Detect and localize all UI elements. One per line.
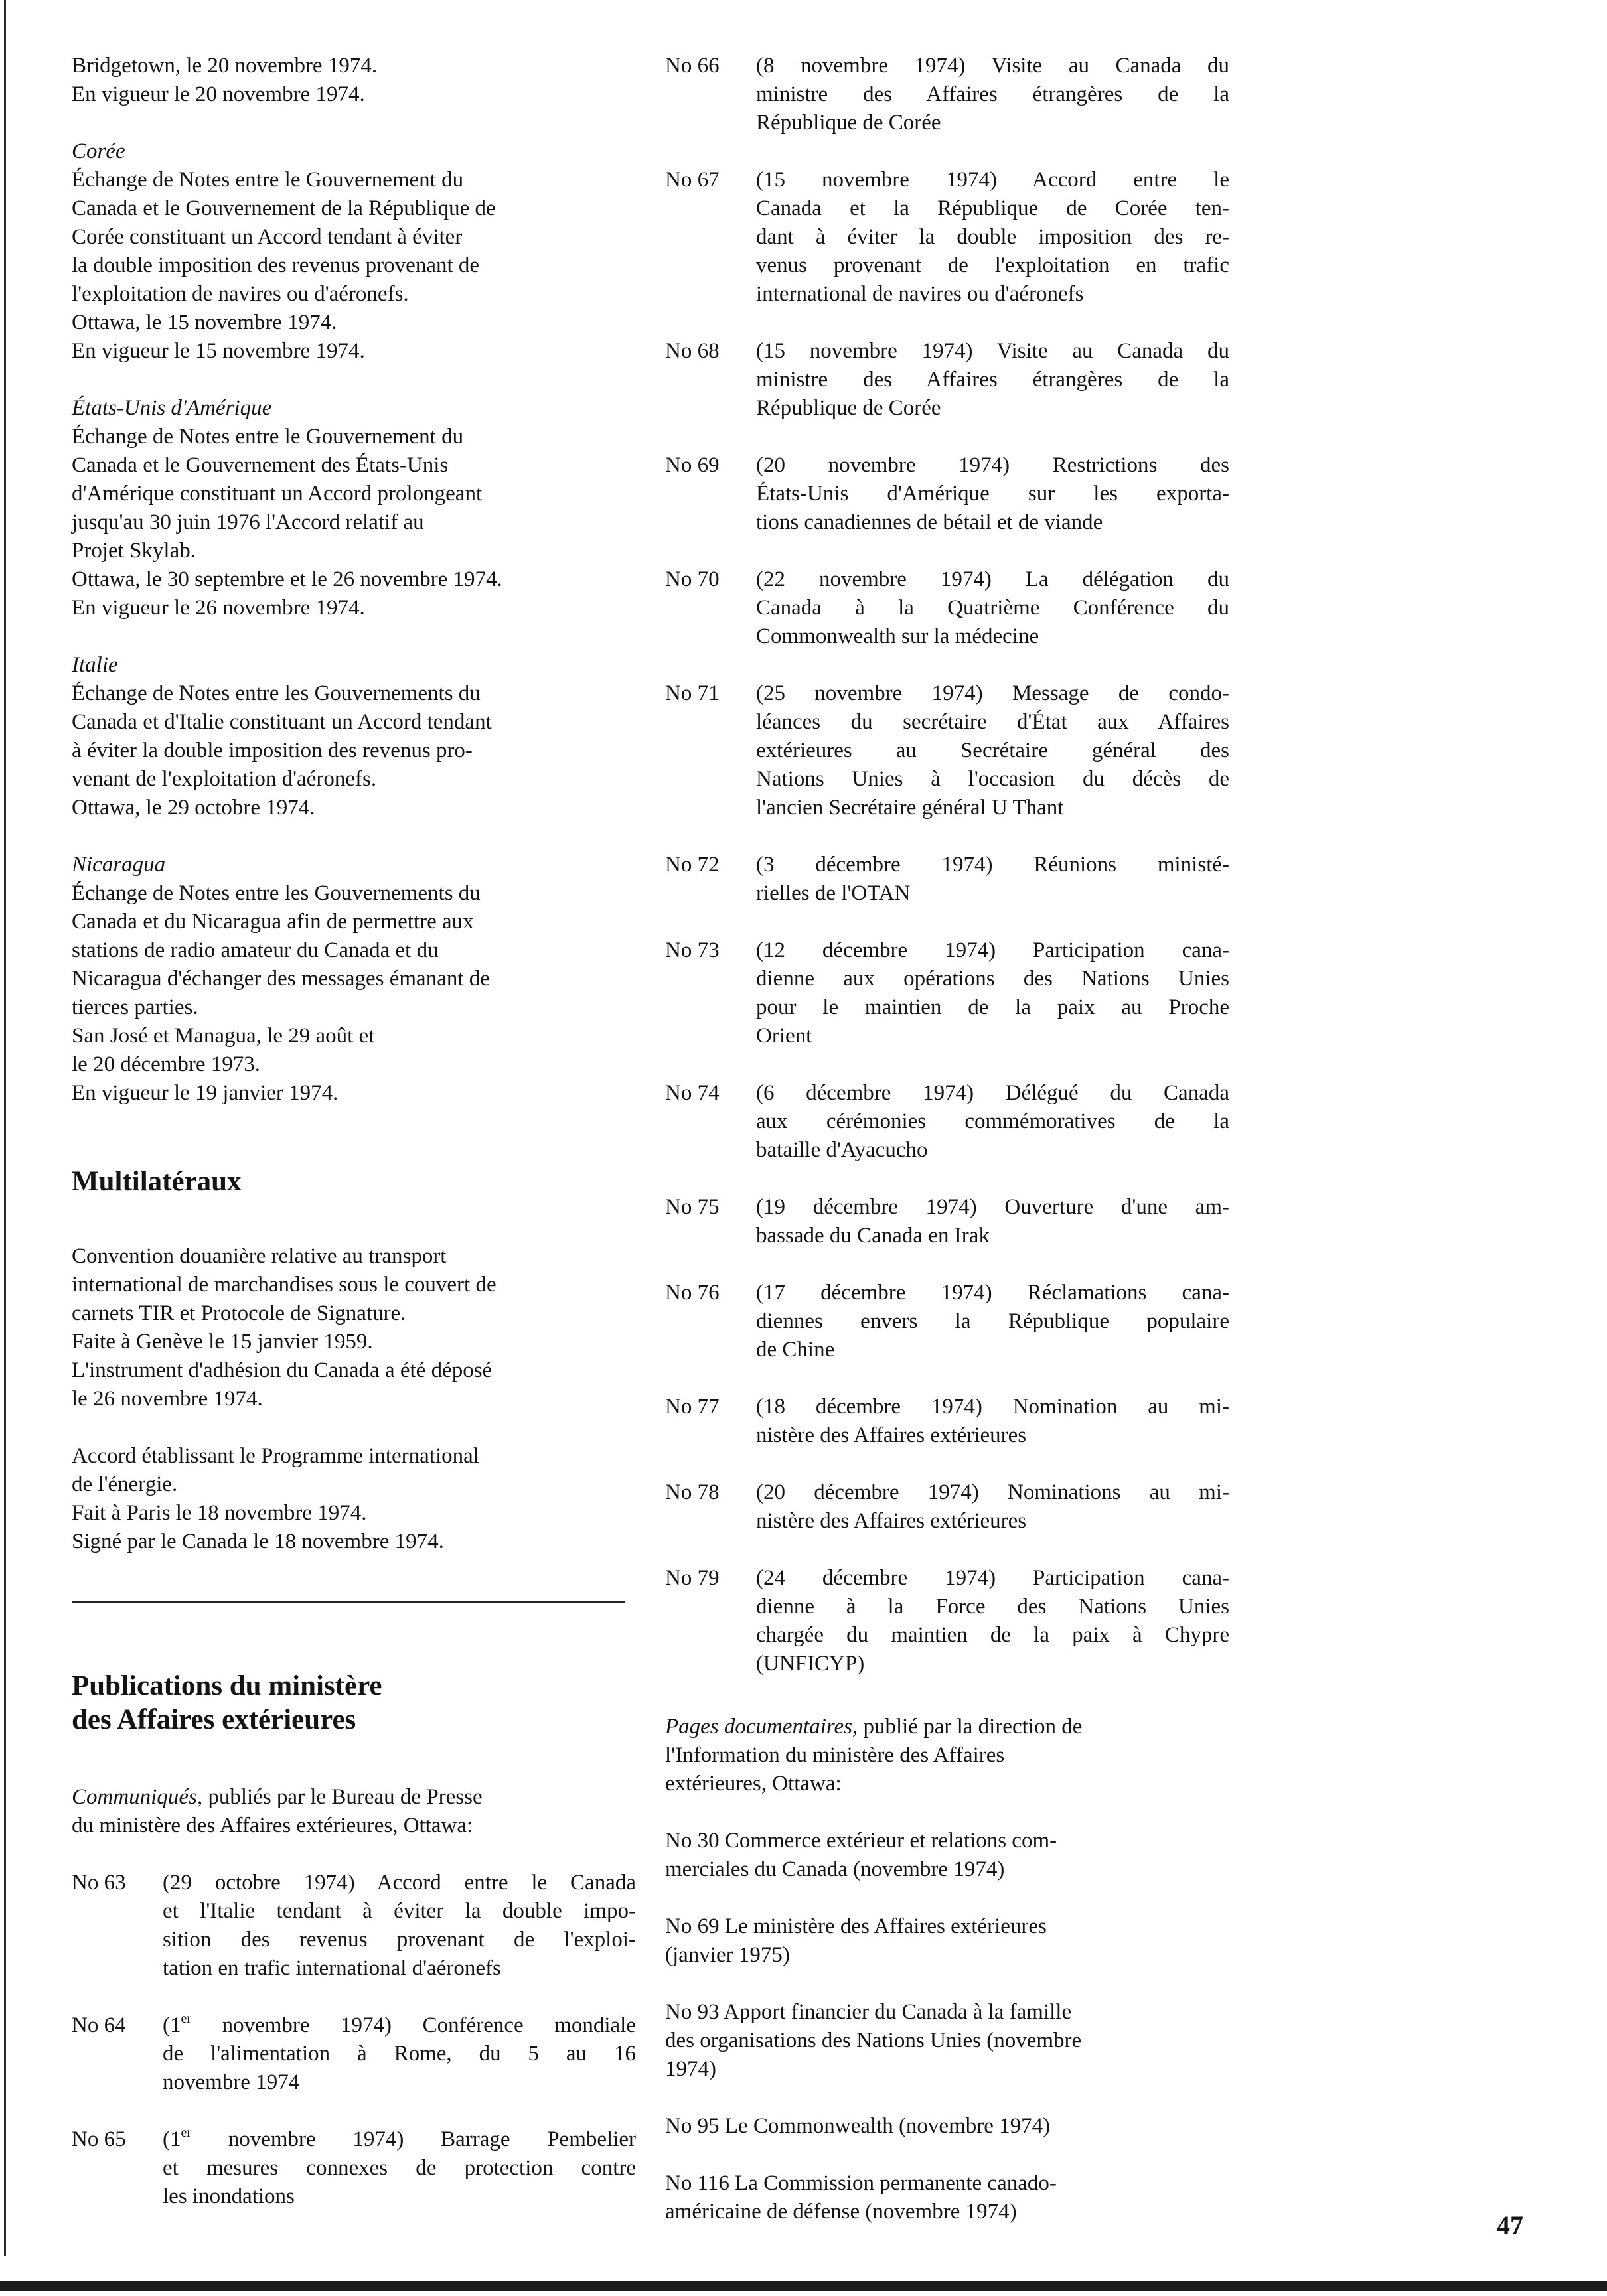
text-line: stations de radio amateur du Canada et du [72, 938, 439, 962]
text-line: international de marchandises sous le couvert de [72, 1273, 497, 1297]
communique-item [665, 1193, 1229, 1250]
communique-text [163, 1869, 636, 1983]
text-line: Corée constituant un Accord tendant à éviter [72, 225, 463, 249]
text-line: novembre 1974 [163, 2070, 300, 2094]
text-line: tation en trafic international d'aéronefs [163, 1956, 501, 1980]
text-line: merciales du Canada (novembre 1974) [665, 1857, 1005, 1881]
text-line: Signé par le Canada le 18 novembre 1974. [72, 1530, 444, 1553]
communique-item [72, 1869, 636, 1983]
text-line: (22 novembre 1974) La délégation du [756, 567, 1229, 591]
text-line: Nicaragua d'échanger des messages émanant de [72, 967, 490, 991]
text-line: No 69 Le ministère des Affaires extérieures [665, 1914, 1047, 1938]
communique-number: No 69 [665, 453, 720, 477]
communique-number: No 75 [665, 1195, 720, 1219]
section-title-multilateral: Multilatéraux [72, 1166, 242, 1197]
text-line: (20 novembre 1974) Restrictions des [756, 453, 1229, 477]
text-line: ministre des Affaires étrangères de la [756, 82, 1229, 106]
text-line: d'Amérique constituant un Accord prolongeant [72, 482, 483, 506]
text-line: Ottawa, le 29 octobre 1974. [72, 796, 315, 820]
text-line: Échange de Notes entre les Gouvernements du [72, 881, 481, 905]
text-line: Ottawa, le 15 novembre 1974. [72, 311, 337, 334]
text-line: international de navires ou d'aéronefs [756, 282, 1084, 306]
communique-number: No 67 [665, 168, 720, 192]
communique-number: No 78 [665, 1480, 720, 1504]
communique-text [756, 565, 1229, 651]
text-line: dienne à la Force des Nations Unies [756, 1595, 1229, 1618]
treaty-country: Nicaragua [72, 853, 166, 877]
communique-text [756, 337, 1229, 423]
intro-italic: Communiqués, [72, 1785, 203, 1809]
communique-text [756, 1478, 1229, 1536]
intro-text: extérieures, Ottawa: [665, 1772, 842, 1796]
communique-text [756, 1079, 1229, 1165]
pages-documentaires-intro [665, 1713, 1229, 1798]
communique-item [665, 565, 1229, 651]
text-line: (1er novembre 1974) Barrage Pembelier [163, 2125, 636, 2151]
communique-number: No 77 [665, 1395, 720, 1419]
text-line: Projet Skylab. [72, 539, 196, 563]
text-line: les inondations [163, 2185, 295, 2208]
intro-text: du ministère des Affaires extérieures, Ottawa: [72, 1814, 473, 1837]
document-item [665, 2112, 1229, 2141]
communique-number: No 71 [665, 682, 720, 705]
communique-item [72, 2125, 636, 2211]
communique-text [756, 851, 1229, 908]
text-line: (29 octobre 1974) Accord entre le Canada [163, 1871, 636, 1895]
text-line: No 30 Commerce extérieur et relations com- [665, 1829, 1057, 1853]
communique-list [72, 1869, 636, 2211]
communique-text [163, 2011, 636, 2097]
communique-item [665, 166, 1229, 309]
text-line: Nations Unies à l'occasion du décès de [756, 767, 1229, 791]
treaty-country: États-Unis d'Amérique [72, 396, 272, 420]
text-line: venus provenant de l'exploitation en trafic [756, 253, 1229, 277]
communique-number: No 72 [665, 853, 720, 877]
text-line: de Chine [756, 1338, 835, 1362]
intro-italic: Pages documentaires, [665, 1715, 858, 1739]
document-item [665, 2169, 1229, 2226]
text-line: No 116 La Commission permanente canado- [665, 2171, 1057, 2195]
scan-left-edge [4, 0, 6, 2256]
text-line: Échange de Notes entre le Gouvernement du [72, 425, 464, 449]
text-line: En vigueur le 26 novembre 1974. [72, 596, 365, 620]
communique-text [756, 52, 1229, 137]
text-line: (6 décembre 1974) Délégué du Canada [756, 1081, 1229, 1105]
text-line: (17 décembre 1974) Réclamations cana- [756, 1281, 1229, 1305]
text-line: l'exploitation de navires ou d'aéronefs. [72, 282, 409, 306]
text-line: de l'énergie. [72, 1472, 178, 1496]
text-line: chargée du maintien de la paix à Chypre [756, 1623, 1229, 1647]
text-line: (19 décembre 1974) Ouverture d'une am- [756, 1195, 1229, 1219]
treaty-entry [72, 394, 636, 622]
communique-item [665, 1079, 1229, 1165]
text-line: No 93 Apport financier du Canada à la famille [665, 2000, 1072, 2024]
text-line: ministre des Affaires étrangères de la [756, 368, 1229, 392]
communique-number: No 73 [665, 938, 720, 962]
communique-number: No 74 [665, 1081, 720, 1105]
text-line: Faite à Genève le 15 janvier 1959. [72, 1330, 373, 1354]
text-line: Canada et du Nicaragua afin de permettre aux [72, 910, 474, 934]
text-line: L'instrument d'adhésion du Canada a été déposé [72, 1358, 493, 1382]
document-item [665, 1912, 1229, 1970]
communique-text [756, 1193, 1229, 1250]
text-line: le 20 décembre 1973. [72, 1052, 261, 1076]
intro-text: publié par la direction de [858, 1715, 1083, 1739]
communique-item [665, 1279, 1229, 1364]
communique-item [665, 1478, 1229, 1536]
text-line: l'ancien Secrétaire général U Thant [756, 796, 1064, 820]
text-line: (25 novembre 1974) Message de condo- [756, 682, 1229, 705]
communique-number: No 63 [72, 1871, 126, 1895]
text-line: 1974) [665, 2057, 716, 2081]
text-line: diennes envers la République populaire [756, 1309, 1229, 1333]
communique-text [756, 451, 1229, 537]
text-line: Commonwealth sur la médecine [756, 624, 1039, 648]
text-line: la double imposition des revenus provenant de [72, 253, 480, 277]
communique-item [665, 936, 1229, 1050]
text-line: (15 novembre 1974) Accord entre le [756, 168, 1229, 192]
communique-text [756, 1393, 1229, 1450]
text-line: pour le maintien de la paix au Proche [756, 995, 1229, 1019]
communique-item [665, 1564, 1229, 1678]
text-line: jusqu'au 30 juin 1976 l'Accord relatif au [72, 510, 424, 534]
communique-item [665, 337, 1229, 423]
text-line: République de Corée [756, 396, 941, 420]
text-line: Canada et le Gouvernement des États-Unis [72, 453, 449, 477]
text-line: En vigueur le 20 novembre 1974. [72, 82, 365, 106]
text-line: Convention douanière relative au transport [72, 1244, 447, 1268]
communique-text [756, 680, 1229, 822]
communique-item [665, 680, 1229, 822]
text-line: nistère des Affaires extérieures [756, 1423, 1027, 1447]
communique-item [665, 1393, 1229, 1450]
communique-item [72, 2011, 636, 2097]
text-line: (15 novembre 1974) Visite au Canada du [756, 339, 1229, 363]
text-line: Fait à Paris le 18 novembre 1974. [72, 1501, 367, 1525]
document-item [665, 1998, 1229, 2084]
communique-text [756, 936, 1229, 1050]
communique-number: No 79 [665, 1566, 720, 1590]
communique-item [665, 52, 1229, 137]
text-line: tierces parties. [72, 995, 198, 1019]
communique-number: No 66 [665, 54, 720, 78]
text-line: venant de l'exploitation d'aéronefs. [72, 767, 377, 791]
multilateral-treaty-list [72, 1242, 636, 1556]
scan-bottom-edge [0, 2281, 1607, 2291]
text-line: américaine de défense (novembre 1974) [665, 2200, 1017, 2224]
text-line: sition des revenus provenant de l'exploi- [163, 1928, 636, 1952]
documentary-pages-list [665, 1827, 1229, 2226]
text-line: aux cérémonies commémoratives de la [756, 1110, 1229, 1133]
text-line: Échange de Notes entre le Gouvernement du [72, 168, 464, 192]
text-line: (8 novembre 1974) Visite au Canada du [756, 54, 1229, 78]
text-line: (18 décembre 1974) Nomination au mi- [756, 1395, 1229, 1419]
text-line: extérieures au Secrétaire général des [756, 739, 1229, 762]
text-line: dant à éviter la double imposition des re- [756, 225, 1229, 249]
text-line: Échange de Notes entre les Gouvernements du [72, 682, 481, 705]
text-line: léances du secrétaire d'État aux Affaires [756, 710, 1229, 734]
section-divider [72, 1601, 625, 1603]
text-line: (12 décembre 1974) Participation cana- [756, 938, 1229, 962]
text-line: États-Unis d'Amérique sur les exporta- [756, 482, 1229, 506]
multilateral-entry [72, 1242, 636, 1413]
communique-list [665, 52, 1229, 1678]
text-line: (3 décembre 1974) Réunions ministé- [756, 853, 1229, 877]
text-line: (20 décembre 1974) Nominations au mi- [756, 1480, 1229, 1504]
page-number: 47 [1497, 2210, 1523, 2240]
treaty-country: Italie [72, 653, 118, 677]
text-line: (24 décembre 1974) Participation cana- [756, 1566, 1229, 1590]
intro-text: l'Information du ministère des Affaires [665, 1743, 1005, 1767]
heading-line: Publications du ministère [72, 1670, 382, 1701]
text-line: à éviter la double imposition des revenus pro- [72, 739, 473, 762]
text-line: dienne aux opérations des Nations Unies [756, 967, 1229, 991]
communique-number: No 68 [665, 339, 720, 363]
text-line: Accord établissant le Programme international [72, 1444, 479, 1468]
communique-number: No 64 [72, 2013, 126, 2037]
heading-line: des Affaires extérieures [72, 1704, 356, 1735]
text-line: le 26 novembre 1974. [72, 1387, 263, 1411]
treaty-country: Corée [72, 139, 125, 163]
text-line: Canada et la République de Corée ten- [756, 196, 1229, 220]
treaty-entry [72, 851, 636, 1108]
communique-text [163, 2125, 636, 2211]
communique-number: No 65 [72, 2127, 126, 2151]
text-line: En vigueur le 19 janvier 1974. [72, 1081, 339, 1105]
document-item [665, 1827, 1229, 1884]
text-line: San José et Managua, le 29 août et [72, 1024, 375, 1048]
text-line: Bridgetown, le 20 novembre 1974. [72, 54, 378, 78]
text-line: (janvier 1975) [665, 1943, 790, 1967]
communique-item [665, 851, 1229, 908]
communique-number: No 76 [665, 1281, 720, 1305]
treaty-entry [72, 651, 636, 822]
text-line: et l'Italie tendant à éviter la double impo- [163, 1899, 636, 1923]
communique-text [756, 166, 1229, 309]
text-line: des organisations des Nations Unies (novembre [665, 2029, 1082, 2052]
text-line: No 95 Le Commonwealth (novembre 1974) [665, 2114, 1051, 2138]
text-line: Orient [756, 1024, 812, 1048]
multilateral-entry [72, 1442, 636, 1556]
section-title-publications [72, 1669, 636, 1737]
text-line: (UNFICYP) [756, 1652, 865, 1676]
communique-text [756, 1279, 1229, 1364]
communique-text [756, 1564, 1229, 1678]
text-line: tions canadiennes de bétail et de viande [756, 510, 1103, 534]
text-line: République de Corée [756, 111, 941, 135]
treaty-entry [72, 137, 636, 366]
text-line: et mesures connexes de protection contre [163, 2156, 636, 2180]
text-line: nistère des Affaires extérieures [756, 1509, 1027, 1533]
text-line: Canada et d'Italie constituant un Accord tendant [72, 710, 492, 734]
text-line: de l'alimentation à Rome, du 5 au 16 [163, 2042, 636, 2066]
text-line: Canada et le Gouvernement de la République de [72, 196, 496, 220]
text-line: (1er novembre 1974) Conférence mondiale [163, 2011, 636, 2037]
text-line: bataille d'Ayacucho [756, 1138, 928, 1162]
text-line: Canada à la Quatrième Conférence du [756, 596, 1229, 620]
bilateral-treaty-list [72, 137, 636, 1108]
left-column [72, 52, 636, 2240]
text-line: bassade du Canada en Irak [756, 1224, 990, 1248]
text-line: En vigueur le 15 novembre 1974. [72, 339, 365, 363]
text-line: rielles de l'OTAN [756, 881, 911, 905]
text-line: Ottawa, le 30 septembre et le 26 novembre 1974. [72, 567, 502, 591]
text-line: carnets TIR et Protocole de Signature. [72, 1301, 406, 1325]
right-column [665, 52, 1229, 2255]
previous-entry-tail [72, 52, 636, 109]
intro-text: publiés par le Bureau de Presse [202, 1785, 483, 1809]
communiques-intro [72, 1783, 636, 1840]
communique-item [665, 451, 1229, 537]
communique-number: No 70 [665, 567, 720, 591]
